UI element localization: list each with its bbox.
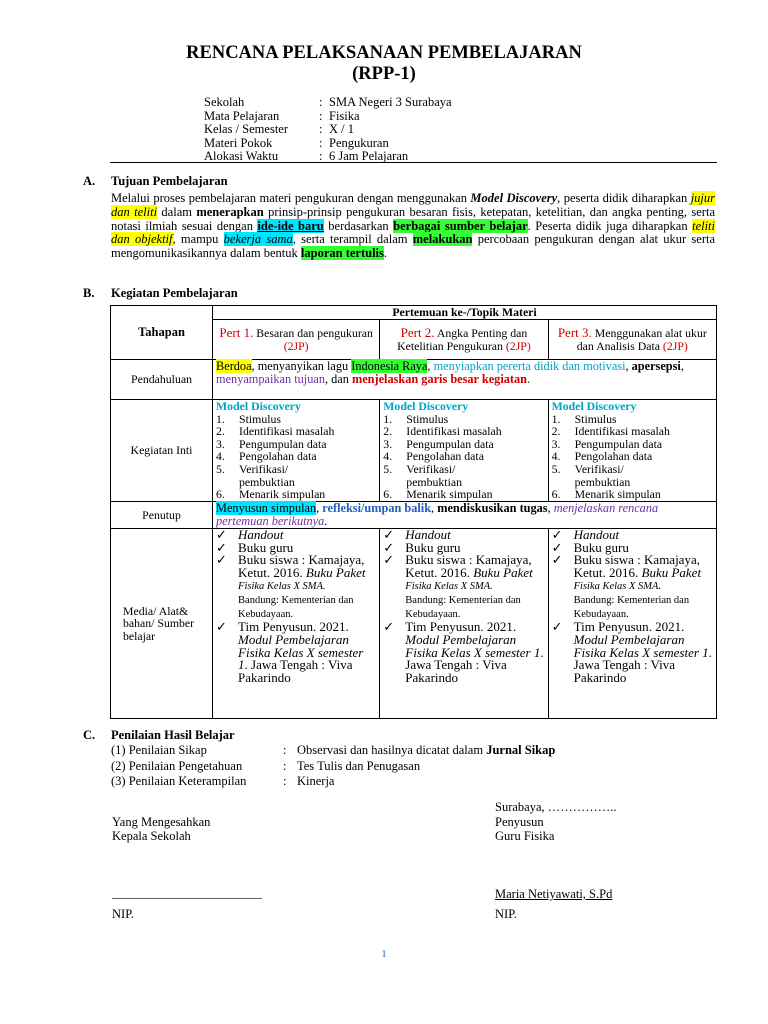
pert-1-header: Pert 1. Besaran dan pengukuran (2JP) xyxy=(213,320,380,360)
nip-right: NIP. xyxy=(495,907,517,921)
pert-3-header: Pert 3. Menggunakan alat ukur dan Analisis Data (2JP) xyxy=(548,320,716,360)
pendahuluan-label: Pendahuluan xyxy=(111,360,213,400)
activities-table xyxy=(110,305,717,719)
table-row xyxy=(111,306,717,320)
teacher-title: Guru Fisika xyxy=(495,829,555,843)
info-key: Materi Pokok xyxy=(204,135,273,150)
media-label: Media/ Alat& bahan/ Sumber belajar xyxy=(111,529,213,719)
info-value: X / 1 xyxy=(329,122,354,137)
principal-title: Kepala Sekolah xyxy=(112,829,191,843)
pendahuluan-content: Berdoa, menyanyikan lagu Indonesia Raya, menyiapkan pererta didik dan motivasi, apersepsi, menyampaikan tujuan, dan menjelaskan garis besar kegiatan. xyxy=(213,360,717,400)
info-row: Materi Pokok : Pengukuran xyxy=(204,135,389,150)
inti-pert-1: Model Discovery 1. Stimulus 2. Identifikasi masalah 3. Pengumpulan data 4. Pengolahan data 5. Verifikasi/ pembuktian 6. Menarik simpulan xyxy=(213,400,380,502)
approver-title: Yang Mengesahkan xyxy=(112,815,211,829)
info-key: Kelas / Semester xyxy=(204,122,289,137)
media-pert-2: ✓ Handout ✓ Buku guru ✓ Buku siswa : Kamajaya, Ketut. 2016. Buku Paket Fisika Kelas X SMA. Bandung: Kementerian dan Kebudayaan. ✓ Tim Penyusun. 2021. Modul Pembelajaran Fisika Kelas X semester 1. Jawa Tengah : Viva Pakarindo xyxy=(380,529,548,719)
info-row: Sekolah : SMA Negeri 3 Surabaya xyxy=(204,95,452,109)
header-divider xyxy=(110,162,717,163)
nip-left: NIP. xyxy=(112,907,134,921)
section-a-paragraph: Melalui proses pembelajaran materi pengukuran dengan menggunakan Model Discovery, peserta didik diharapkan jujur dan teliti dalam menerapkan prinsip-prinsip pengukuran besaran fisis, ketepatan, ketelitian, dan angka penting, serta notasi ilmiah sesuai dengan ide-ide baru berdasarkan berbagai sumber belajar. Peserta didik juga diharapkan teliti dan objektif, mampu bekerja sama, serta terampil dalam melakukan percobaan pengukuran dengan alat ukur serta mengomunikasikannya dalam bentuk laporan tertulis. xyxy=(111,191,716,261)
info-key: Alokasi Waktu xyxy=(204,149,279,164)
info-key: Mata Pelajaran xyxy=(204,108,280,123)
page-number: 1 xyxy=(381,948,387,960)
assessment-item: (2) Penilaian Pengetahuan : Tes Tulis dan Penugasan xyxy=(111,758,421,773)
info-value: Pengukuran xyxy=(329,135,389,150)
assessment-item: (3) Penilaian Keterampilan : Kinerja xyxy=(111,774,335,788)
info-value: SMA Negeri 3 Surabaya xyxy=(329,95,452,109)
inti-label: Kegiatan Inti xyxy=(111,400,213,502)
inti-pert-2: Model Discovery 1. Stimulus 2. Identifikasi masalah 3. Pengumpulan data 4. Pengolahan data 5. Verifikasi/ pembuktian 6. Menarik simpulan xyxy=(380,400,548,502)
table-row xyxy=(111,529,717,719)
penutup-content: Menyusun simpulan, refleksi/umpan balik, mendiskusikan tugas, menjelaskan rencana pertemuan berikutnya. xyxy=(213,502,717,529)
inti-pert-3: Model Discovery 1. Stimulus 2. Identifikasi masalah 3. Pengumpulan data 4. Pengolahan data 5. Verifikasi/ pembuktian 6. Menarik simpulan xyxy=(548,400,716,502)
info-row: Alokasi Waktu : 6 Jam Pelajaran xyxy=(204,149,409,164)
pert-2-header: Pert 2. Angka Penting dan Ketelitian Pengukuran (2JP) xyxy=(380,320,548,360)
author-name: Maria Netiyawati, S.Pd xyxy=(495,887,613,901)
assessment-list xyxy=(111,743,555,790)
document-title: RENCANA PELAKSANAAN PEMBELAJARAN xyxy=(186,43,582,63)
media-pert-3: ✓ Handout ✓ Buku guru ✓ Buku siswa : Kamajaya, Ketut. 2016. Buku Paket Fisika Kelas X SMA. Bandung: Kementerian dan Kebudayaan. ✓ Tim Penyusun. 2021. Modul Pembelajaran Fisika Kelas X semester 1. Jawa Tengah : Viva Pakarindo xyxy=(548,529,716,719)
signature-line: ________________________ xyxy=(112,886,262,900)
place-date: Surabaya, …………….. xyxy=(495,800,617,814)
author-title: Penyusun xyxy=(495,815,544,829)
document-subtitle: (RPP-1) xyxy=(352,64,416,84)
assessment-item: (1) Penilaian Sikap : Observasi dan hasilnya dicatat dalam Jurnal Sikap xyxy=(111,743,556,757)
info-row: Kelas / Semester : X / 1 xyxy=(204,122,354,137)
table-row xyxy=(111,502,717,529)
identity-block xyxy=(204,96,452,164)
table-row xyxy=(111,360,717,400)
info-value: Fisika xyxy=(329,108,360,123)
media-pert-1: ✓ Handout ✓ Buku guru ✓ Buku siswa : Kamajaya, Ketut. 2016. Buku Paket Fisika Kelas X SMA. Bandung: Kementerian dan Kebudayaan. ✓ Tim Penyusun. 2021. Modul Pembelajaran Fisika Kelas X semester 1. Jawa Tengah : Viva Pakarindo xyxy=(213,529,380,719)
table-row xyxy=(111,400,717,502)
info-row: Mata Pelajaran : Fisika xyxy=(204,108,360,123)
info-key: Sekolah xyxy=(204,95,245,109)
tahapan-header: Tahapan xyxy=(111,306,213,360)
penutup-label: Penutup xyxy=(111,502,213,529)
info-value: 6 Jam Pelajaran xyxy=(329,149,409,164)
pertemuan-header: Pertemuan ke-/Topik Materi xyxy=(213,306,717,320)
